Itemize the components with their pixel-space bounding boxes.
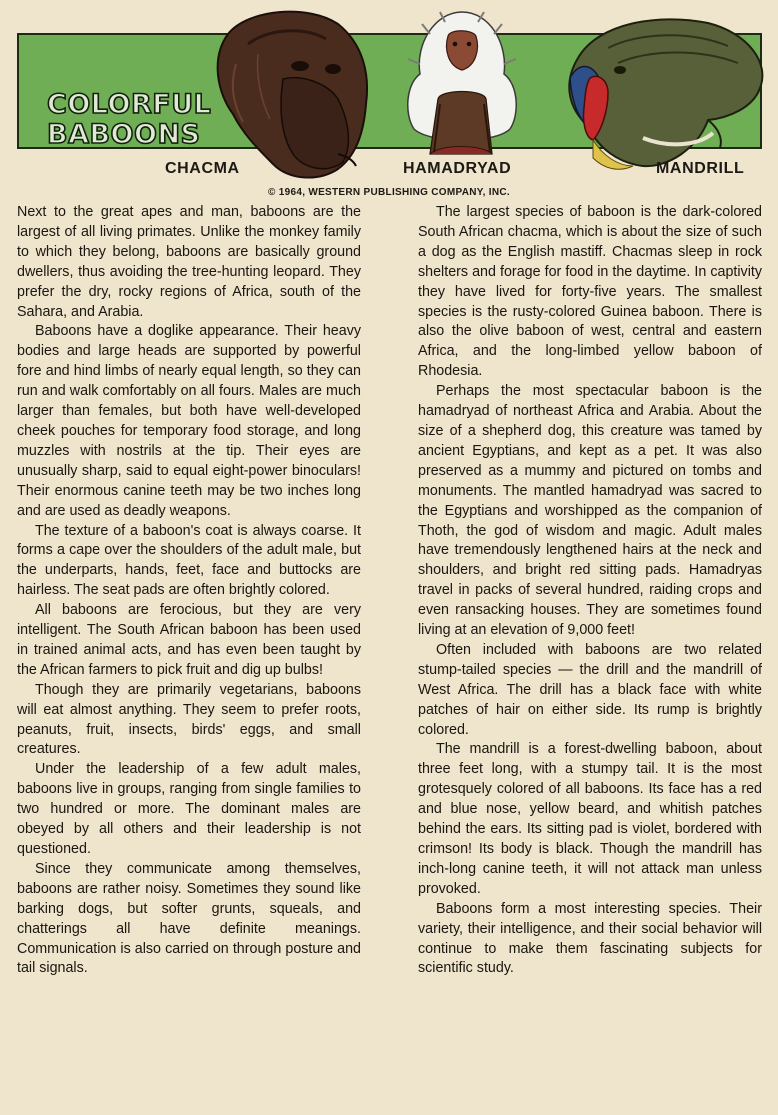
paragraph: Under the leadership of a few adult males, baboons live in groups, ranging from single families to two hundred or more. The dominant males are obeyed by all others and their leadership is not questioned. [17,761,361,857]
title-line-2: BABOONS [47,119,201,150]
paragraph: Baboons form a most interesting species. Their variety, their intelligence, and their social behavior will continue to make them fascinating subjects for scientific study. [418,900,762,977]
hamadryad-illustration [400,4,522,164]
title-line-1: COLORFUL [47,89,212,120]
paragraph: The texture of a baboon's coat is always coarse. It forms a cape over the shoulders of the adult male, but the underparts, hands, feet, face and buttocks are hairless. The seat pads are often brightly colored. [17,522,361,599]
paragraph: Though they are primarily vegetarians, baboons will eat almost anything. They seem to prefer roots, peanuts, fruit, insects, birds' eggs, and small creatures. [17,681,361,758]
left-text-column [17,203,361,979]
paragraph: Baboons have a doglike appearance. Their heavy bodies and large heads are supported by powerful fore and hind limbs of nearly equal length, so they can run and walk comfortably on all fours. Males are much larger than females, but both have well-developed cheek pouches for temporary food storage, and long muzzles with nostrils at the tip. Their eyes are unusually sharp, said to equal eight-power binoculars! Their enormous canine teeth may be two inches long and are used as deadly weapons. [17,323,361,519]
paragraph: Next to the great apes and man, baboons are the largest of all living primates. Unlike the monkey family to which they belong, baboons are basically ground dwellers, thus avoiding the tree-hunting leopard. They prefer the dry, rocky regions of Africa, south of the Sahara, and Arabia. [17,204,361,320]
paragraph: Often included with baboons are two related stump-tailed species — the drill and the mandrill of West Africa. The drill has a black face with white patches of hair on either side. Its rump is brightly colored. [418,641,762,738]
hamadryad-label: HAMADRYAD [403,160,512,177]
chacma-label: CHACMA [165,160,240,177]
page-title [47,89,212,150]
paragraph: Perhaps the most spectacular baboon is the hamadryad of northeast Africa and Arabia. About the size of a shepherd dog, this creature was tamed by ancient Egyptians, and kept as a pet. It was also preserved as a mummy and pictured on tombs and monuments. The mantled hamadryad was sacred to the Egyptians and worshipped as the companion of Thoth, the god of wisdom and magic. Adult males have tremendously lengthened hairs at the neck and shoulders, and bright red sitting pads. Hamadryas travel in packs of several hundred, raiding crops and even ransacking houses. They are sometimes found living at an elevation of 9,000 feet! [418,383,762,639]
copyright-notice: © 1964, WESTERN PUBLISHING COMPANY, INC. [268,187,510,198]
mandrill-illustration [548,8,768,180]
paragraph: The largest species of baboon is the dark-colored South African chacma, which is about the size of such a dog as the English mastiff. Chacmas sleep in rock shelters and forage for food in the daytime. In captivity they have lived for forty-five years. The smallest species is the rusty-colored Guinea baboon. There is also the olive baboon of west, central and eastern Africa, and the long-limbed yellow baboon of Rhodesia. [418,204,762,380]
chacma-illustration [188,4,378,182]
mandrill-label: MANDRILL [656,160,745,177]
paragraph: All baboons are ferocious, but they are very intelligent. The South African baboon has been used in trained animal acts, and has even been taught by the African farmers to pick fruit and dig up bulbs! [17,602,361,678]
right-text-column [418,203,762,979]
paragraph: The mandrill is a forest-dwelling baboon, about three feet long, with a stumpy tail. It is the most grotesquely colored of all baboons. Its face has a red and blue nose, yellow beard, and whitish patches behind the ears. Its sitting pad is violet, bordered with crimson! Its body is black. Though the mandrill has inch-long canine teeth, it will not attack man unless provoked. [418,741,762,897]
paragraph: Since they communicate among themselves, baboons are rather noisy. Sometimes they sound like barking dogs, but softer grunts, squeals, and chatterings all have definite meanings. Communication is also carried on through posture and tail signals. [17,860,361,977]
